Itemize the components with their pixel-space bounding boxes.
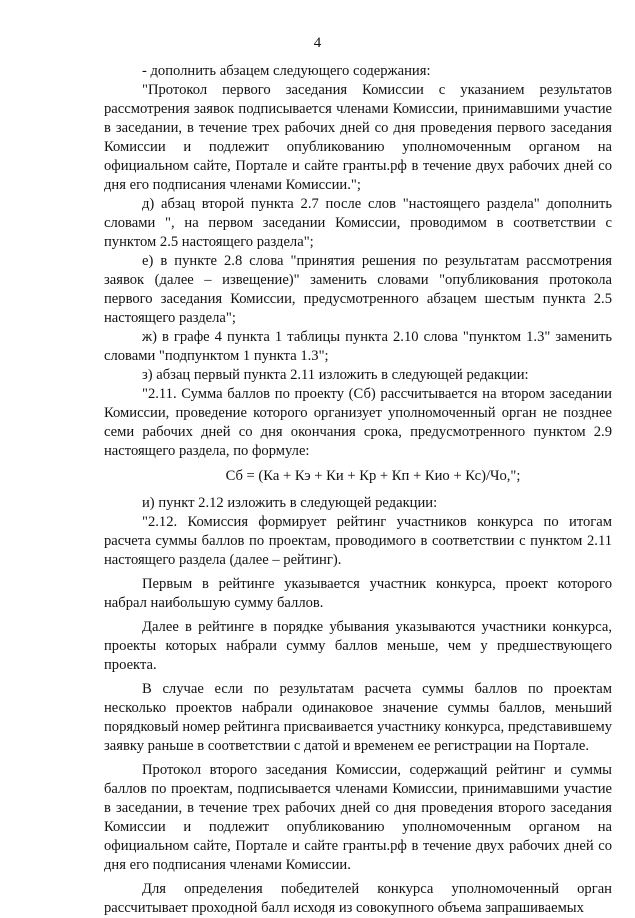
paragraph: д) абзац второй пункта 2.7 после слов "настоящего раздела" дополнить словами ", на первом заседании Комиссии, проводимом в соответствии с пунктом 2.5 настоящего раздела"; bbox=[104, 196, 612, 250]
formula: Сб = (Ка + Кэ + Ки + Кр + Кп + Кио + Кс)/Чо,"; bbox=[225, 468, 521, 484]
document-body bbox=[104, 62, 612, 918]
page-number: 4 bbox=[313, 35, 322, 51]
paragraph: е) в пункте 2.8 слова "принятия решения по результатам рассмотрения заявок (далее – извещение)" заменить словами "опубликования протокола первого заседания Комиссии, предусмотренного абзацем шестым пункта 2.5 настоящего раздела"; bbox=[104, 253, 612, 326]
paragraph: з) абзац первый пункта 2.11 изложить в следующей редакции: bbox=[142, 367, 529, 383]
paragraph: Первым в рейтинге указывается участник конкурса, проект которого набрал наибольшую сумму баллов. bbox=[104, 576, 612, 611]
paragraph: В случае если по результатам расчета суммы баллов по проектам несколько проектов набрали одинаковое значение суммы баллов, меньший порядковый номер рейтинга присваивается участнику конкурса, представившему заявку раньше в соответствии с датой и временем ее регистрации на Портале. bbox=[104, 681, 612, 754]
paragraph: ж) в графе 4 пункта 1 таблицы пункта 2.10 слова "пунктом 1.3" заменить словами "подпунктом 1 пункта 1.3"; bbox=[104, 329, 612, 364]
paragraph: "2.12. Комиссия формирует рейтинг участников конкурса по итогам расчета суммы баллов по проектам, проводимого в соответствии с пунктом 2.11 настоящего раздела (далее – рейтинг). bbox=[104, 514, 612, 568]
paragraph: - дополнить абзацем следующего содержания: bbox=[142, 63, 431, 79]
paragraph: Для определения победителей конкурса уполномоченный орган рассчитывает проходной балл исходя из совокупного объема запрашиваемых bbox=[104, 881, 612, 916]
paragraph: Далее в рейтинге в порядке убывания указываются участники конкурса, проекты которых набрали сумму баллов меньше, чем у предшествующего проекта. bbox=[104, 619, 612, 673]
paragraph: "2.11. Сумма баллов по проекту (Сб) рассчитывается на втором заседании Комиссии, проведение которого организует уполномоченный орган не позднее семи рабочих дней со дня окончания срока, предусмотренного пунктом 2.9 настоящего раздела, по формуле: bbox=[104, 386, 612, 459]
paragraph: Протокол второго заседания Комиссии, содержащий рейтинг и суммы баллов по проектам, подписывается членами Комиссии, принимавшими участие в заседании, в течение трех рабочих дней со дня проведения второго заседания Комиссии и подлежит опубликованию уполномоченным органом на официальном сайте, Портале и сайте гранты.рф в течение двух рабочих дней со дня его подписания членами Комиссии. bbox=[104, 762, 612, 873]
paragraph: и) пункт 2.12 изложить в следующей редакции: bbox=[142, 495, 438, 511]
paragraph: "Протокол первого заседания Комиссии с указанием результатов рассмотрения заявок подписывается членами Комиссии, принимавшими участие в заседании, в течение трех рабочих дней со дня проведения первого заседания Комиссии и подлежит опубликованию уполномоченным органом на официальном сайте, Портале и сайте гранты.рф в течение двух рабочих дней со дня его подписания членами Комиссии."; bbox=[104, 82, 612, 193]
